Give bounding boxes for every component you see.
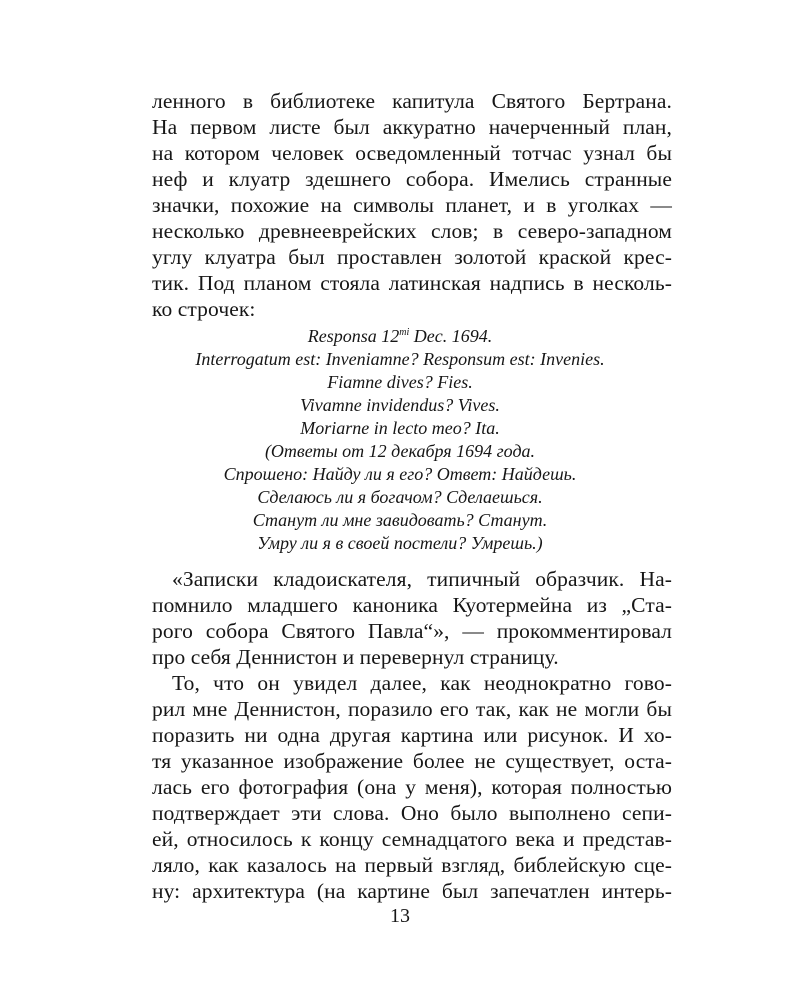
page-number: 13 <box>390 905 410 927</box>
translation-line: (Ответы от 12 декабря 1694 года. <box>264 441 536 461</box>
text-line: ей, относилось к концу семнадцатого века и представ- <box>152 827 672 851</box>
text-line: ляло, как казалось на первый взгляд, библейскую сце- <box>152 853 672 877</box>
translation-line: Сделаюсь ли я богачом? Сделаешься. <box>257 487 543 507</box>
text-line: ко строчек: <box>152 297 256 321</box>
text-line: рил мне Деннистон, поразило его так, как не могли бы <box>152 697 672 721</box>
text-line: «Записки кладоискателя, типичный образчик. На- <box>172 567 672 591</box>
text-line: На первом листе был аккуратно начерченный план, <box>152 115 672 139</box>
text-line: лась его фотография (она у меня), которая полностью <box>152 775 672 799</box>
text-line: тик. Под планом стояла латинская надпись в несколь- <box>152 271 672 295</box>
text-line: несколько древнееврейских слов; в северо-западном <box>152 219 672 243</box>
inscription-line: Fiamne dives? Fies. <box>327 372 473 392</box>
inscription-heading <box>100 325 700 348</box>
translation-line: Умру ли я в своей постели? Умрешь.) <box>257 533 543 553</box>
inscription-heading-date: Dec. 1694. <box>409 326 493 346</box>
inscription-heading-text: Responsa 12 <box>307 326 400 346</box>
text-line: поразить ни одна другая картина или рисунок. И хо- <box>152 723 672 747</box>
translation-line: Станут ли мне завидовать? Станут. <box>252 510 548 530</box>
text-line: углу клуатра был проставлен золотой краской крес- <box>152 245 672 269</box>
inscription-line: Interrogatum est: Inveniamne? Responsum est: Invenies. <box>195 349 605 369</box>
text-line: помнило младшего каноника Куотермейна из „Ста- <box>152 593 672 617</box>
text-line: значки, похожие на символы планет, и в уголках — <box>152 193 672 217</box>
text-line: рого собора Святого Павла“», — прокомментировал <box>152 619 672 643</box>
text-line: тя указанное изображение более не существует, оста- <box>152 749 672 773</box>
text-line: То, что он увидел далее, как неоднократно гово- <box>172 671 672 695</box>
text-line: на котором человек осведомленный тотчас узнал бы <box>152 141 672 165</box>
text-line: подтверждает эти слова. Оно было выполнено сепи- <box>152 801 672 825</box>
text-line: про себя Деннистон и перевернул страницу. <box>152 645 559 669</box>
translation-line: Спрошено: Найду ли я его? Ответ: Найдешь. <box>223 464 577 484</box>
inscription-line: Vivamne invidendus? Vives. <box>300 395 500 415</box>
inscription-line: Moriarne in lecto meo? Ita. <box>300 418 500 438</box>
text-line: неф и клуатр здешнего собора. Имелись странные <box>152 167 672 191</box>
text-line: ленного в библиотеке капитула Святого Бертрана. <box>152 89 672 113</box>
text-line: ну: архитектура (на картине был запечатлен интерь- <box>152 879 672 903</box>
inscription-superscript: mi <box>399 327 410 338</box>
